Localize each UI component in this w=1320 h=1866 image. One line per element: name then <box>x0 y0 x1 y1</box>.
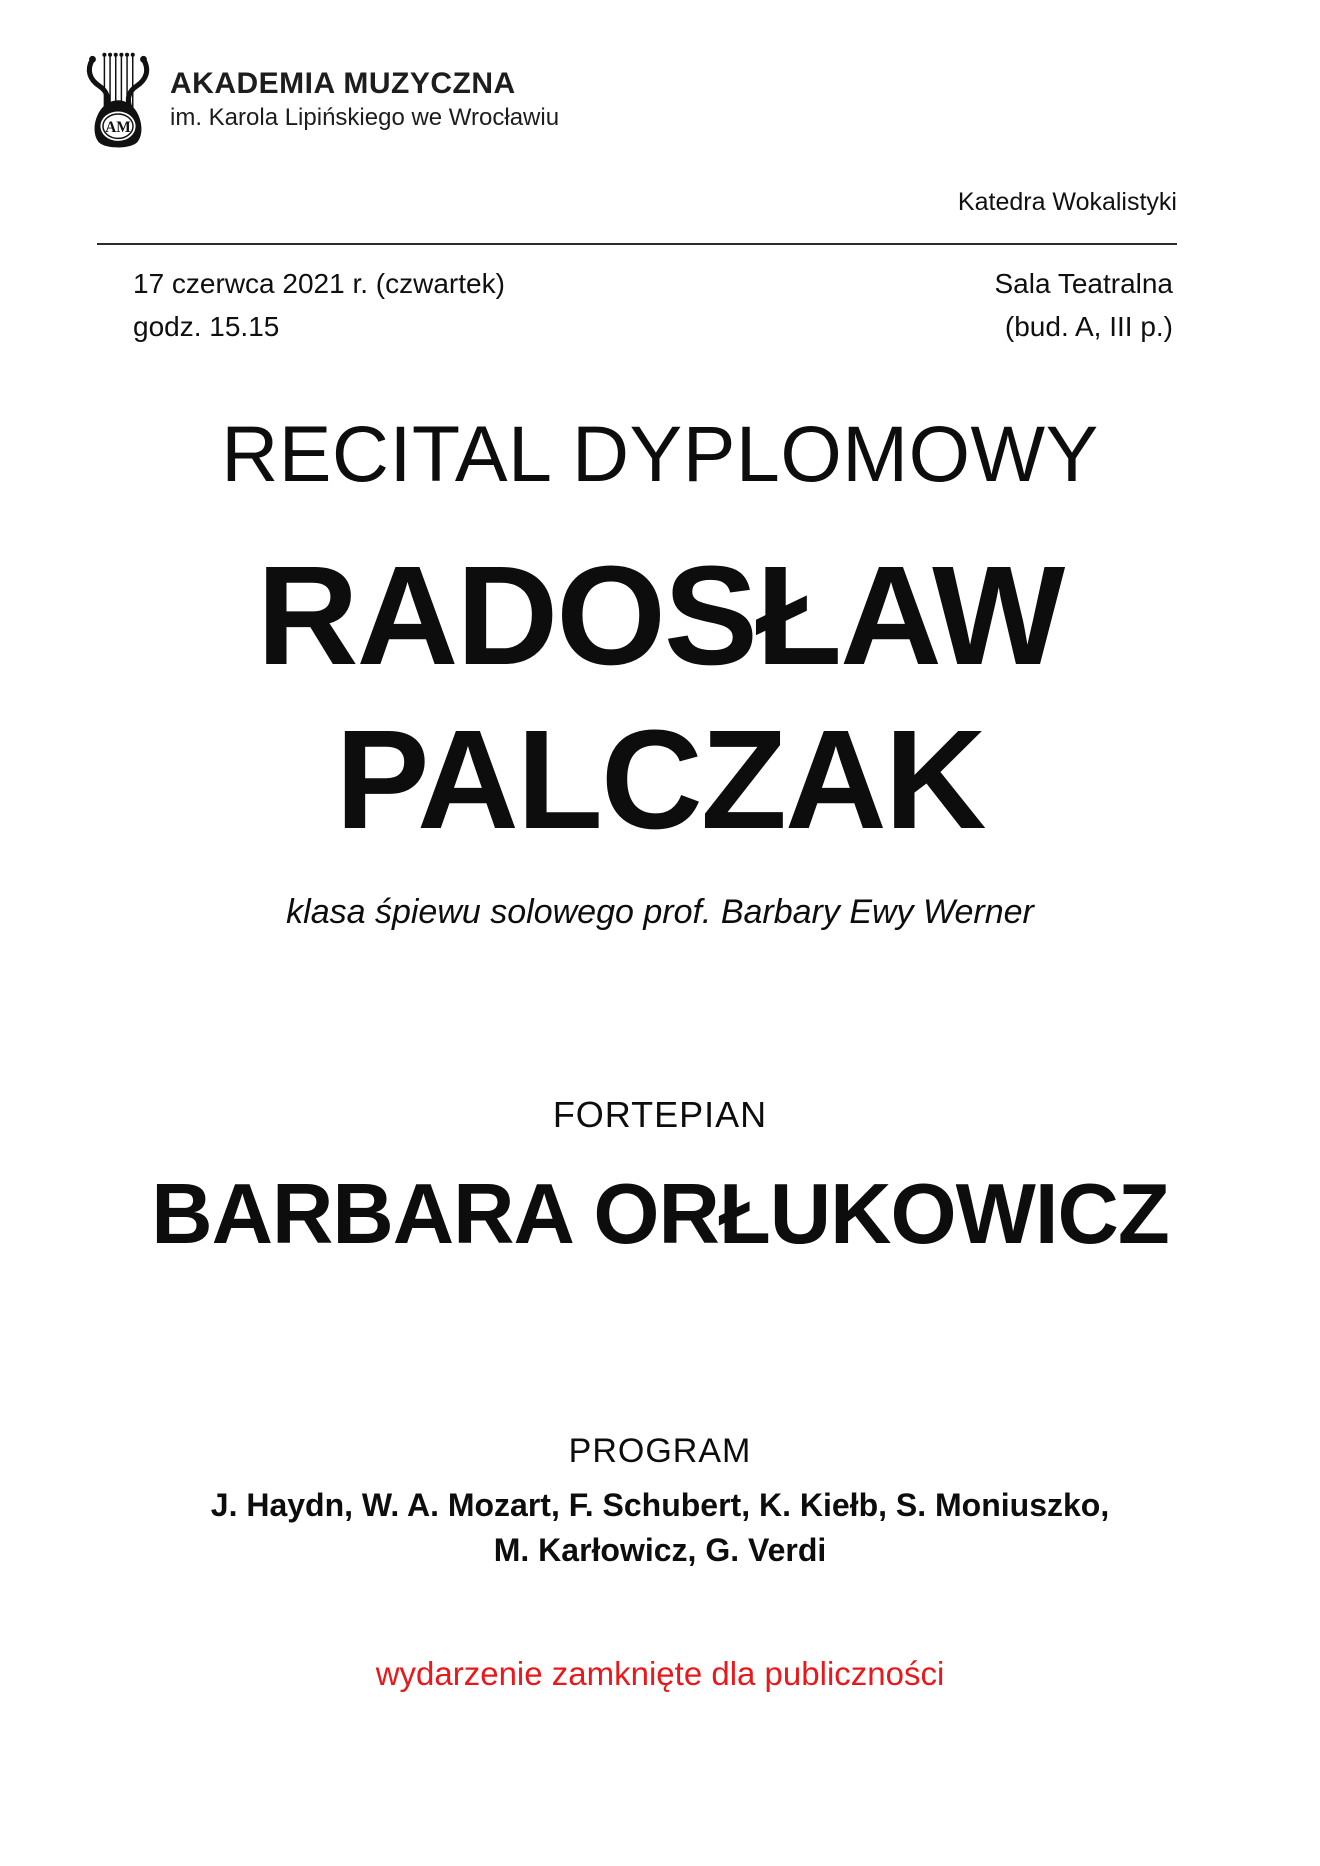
academy-logo <box>84 44 559 154</box>
accompanist-role-label: FORTEPIAN <box>552 1094 768 1135</box>
accompanist-name: BARBARA ORŁUKOWICZ <box>151 1167 1169 1262</box>
logo-monogram: AM <box>105 118 131 136</box>
academy-subtitle: im. Karola Lipińskiego we Wrocławiu <box>170 103 560 131</box>
program-composers <box>0 1483 1320 1574</box>
closed-event-notice: wydarzenie zamknięte dla publiczności <box>375 1655 945 1692</box>
event-date: 17 czerwca 2021 r. (czwartek) <box>133 268 505 299</box>
lyre-logo-icon <box>84 44 152 154</box>
header-divider <box>97 243 1177 245</box>
academy-name: AKADEMIA MUZYCZNA <box>170 66 516 100</box>
performer-first-name: RADOSŁAW <box>256 536 1064 694</box>
program-composers-line1: J. Haydn, W. A. Mozart, F. Schubert, K. Kiełb, S. Moniuszko, <box>210 1487 1110 1523</box>
venue-detail: (bud. A, III p.) <box>1004 311 1173 343</box>
event-info-row <box>133 262 1173 349</box>
program-heading: PROGRAM <box>568 1432 752 1470</box>
event-date-time <box>133 262 505 349</box>
academy-logo-text <box>170 67 559 132</box>
recital-type-title: RECITAL DYPLOMOWY <box>221 409 1099 498</box>
program-composers-line2: M. Karłowicz, G. Verdi <box>493 1532 827 1569</box>
event-time: godz. 15.15 <box>133 311 280 343</box>
department-label: Katedra Wokalistyki <box>957 188 1177 216</box>
event-venue <box>995 262 1174 349</box>
performer-last-name: PALCZAK <box>335 700 985 858</box>
class-note: klasa śpiewu solowego prof. Barbary Ewy Werner <box>286 893 1034 931</box>
venue-name: Sala Teatralna <box>994 268 1173 299</box>
